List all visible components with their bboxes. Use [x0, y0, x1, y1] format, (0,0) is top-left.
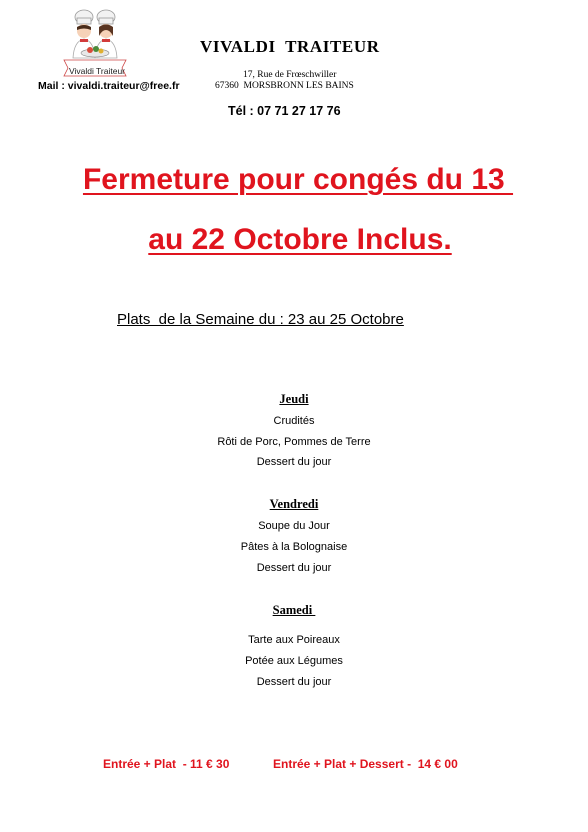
dish-item: Soupe du Jour [258, 520, 330, 532]
day-heading-samedi: Samedi [272, 603, 316, 617]
mail-address: Mail : vivaldi.traiteur@free.fr [38, 80, 180, 92]
dish-item: Potée aux Légumes [245, 655, 343, 667]
dish-item: Dessert du jour [256, 456, 332, 468]
day-heading-jeudi: Jeudi [279, 392, 309, 406]
phone-number: Tél : 07 71 27 17 76 [228, 104, 341, 118]
dish-item: Tarte aux Poireaux [248, 634, 340, 646]
closure-notice-line-2: au 22 Octobre Inclus. [148, 223, 452, 256]
dish-item: Dessert du jour [256, 676, 332, 688]
address-street: 17, Rue de Frœschwiller [243, 70, 337, 80]
company-name: VIVALDI TRAITEUR [200, 37, 380, 56]
dish-item: Pâtes à la Bolognaise [240, 541, 348, 553]
closure-notice-line-1: Fermeture pour congés du 13 [82, 163, 514, 196]
dish-item: Crudités [273, 415, 315, 427]
price-formula-entree-plat-dessert: Entrée + Plat + Dessert - 14 € 00 [273, 757, 458, 771]
week-title: Plats de la Semaine du : 23 au 25 Octobre [117, 311, 404, 328]
dish-item: Rôti de Porc, Pommes de Terre [217, 436, 371, 448]
price-formula-entree-plat: Entrée + Plat - 11 € 30 [103, 757, 230, 771]
logo-caption: Vivaldi Traiteur [68, 66, 126, 76]
dish-item: Dessert du jour [256, 562, 332, 574]
day-heading-vendredi: Vendredi [269, 497, 319, 511]
address-city: 67360 MORSBRONN LES BAINS [215, 81, 354, 91]
